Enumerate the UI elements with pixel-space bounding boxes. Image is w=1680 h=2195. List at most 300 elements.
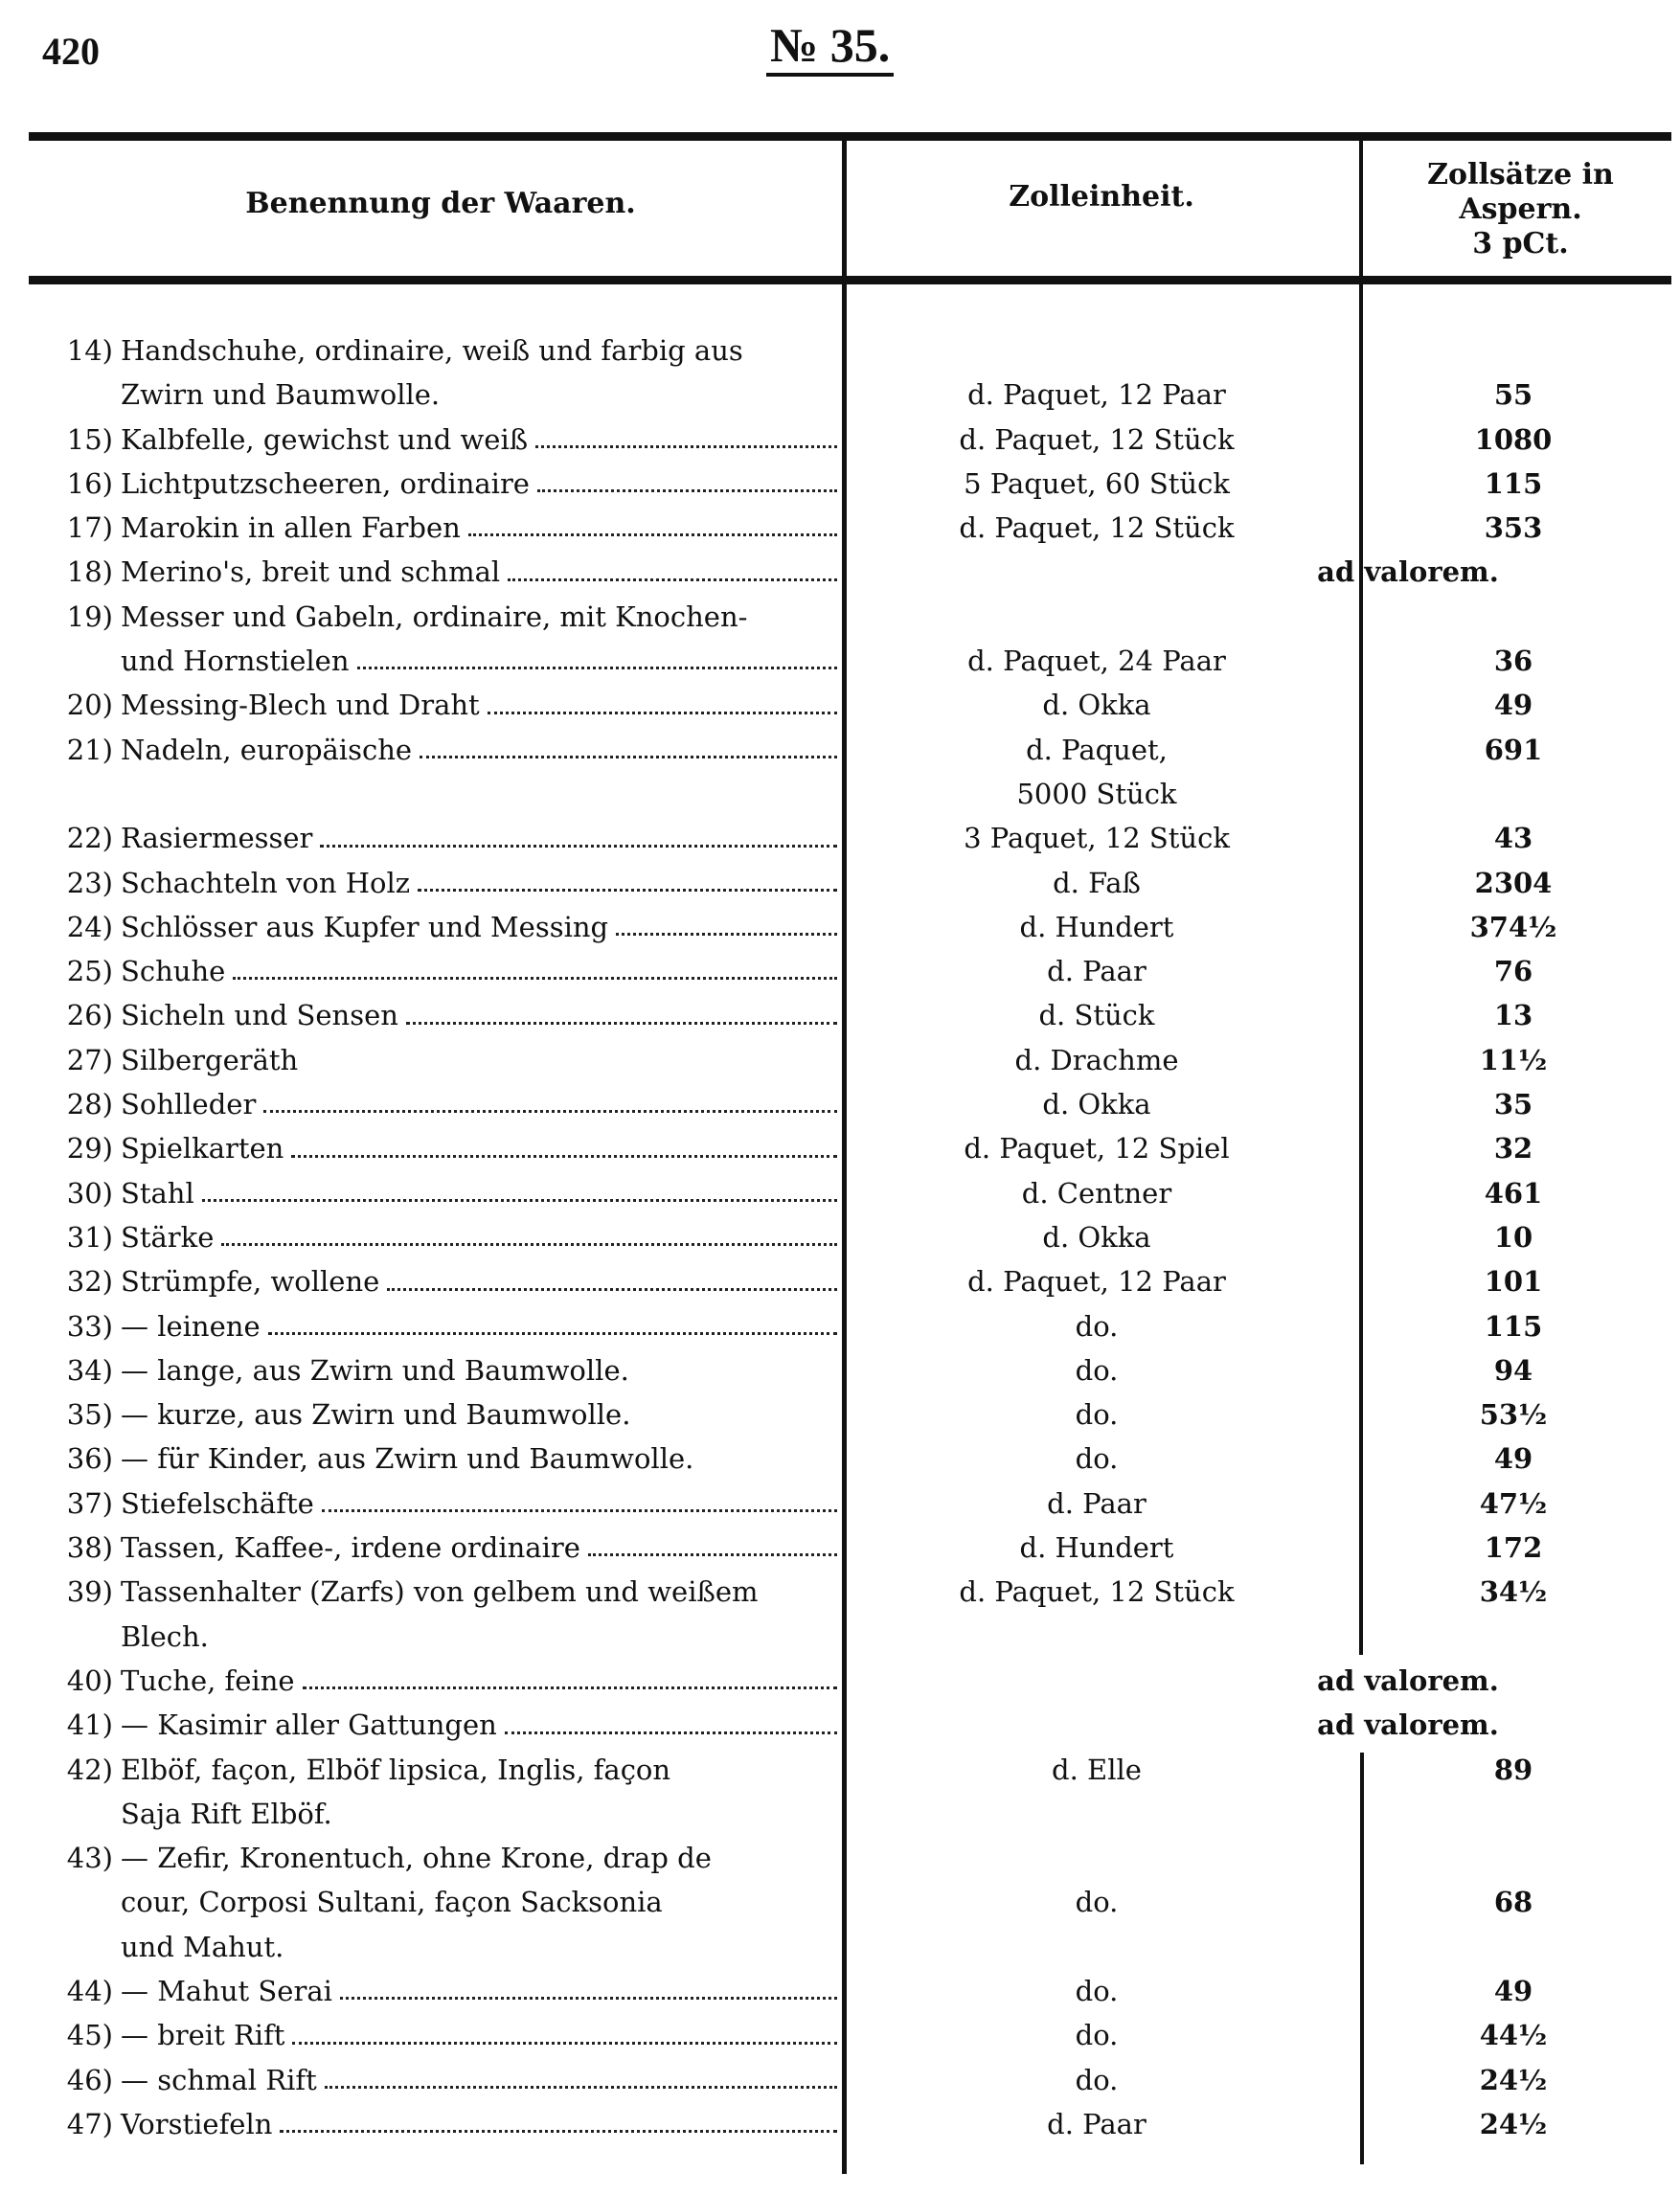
unit-cell: [843, 506, 1351, 550]
unit-cell: [843, 1038, 1351, 1082]
item-name-text: Schlösser aus Kupfer und Messing: [121, 910, 609, 943]
rate-cell: [1351, 1259, 1657, 1303]
rate-line: 44½: [1479, 2019, 1548, 2052]
item-name-text: Saja Rift Elböf.: [121, 1797, 332, 1830]
table-row: [29, 905, 1676, 949]
dotted-leader: [406, 1022, 837, 1025]
unit-line: d. Paquet, 24 Paar: [967, 645, 1226, 678]
dotted-leader: [233, 977, 837, 980]
item-name-cell: [29, 1570, 843, 1659]
item-number: 37): [66, 1486, 113, 1520]
rate-line: 47½: [1479, 1486, 1548, 1520]
item-name-text: Blech.: [121, 1619, 209, 1653]
item-name-cell: [29, 506, 843, 550]
item-name-text: Kalbfelle, gewichst und weiß: [121, 422, 529, 456]
item-name-line: [29, 418, 843, 462]
unit-line: d. Hundert: [1019, 910, 1174, 943]
item-name-text: — lange, aus Zwirn und Baumwolle.: [121, 1353, 629, 1387]
unit-line: [843, 1836, 1351, 1880]
item-name-line: [29, 1171, 843, 1215]
rate-line: 68: [1493, 1886, 1533, 1919]
unit-line: do.: [1075, 1309, 1119, 1343]
dotted-leader: [291, 1155, 837, 1158]
unit-cell: [843, 418, 1351, 462]
table-row: [29, 1038, 1676, 1082]
table-row: [29, 993, 1676, 1037]
table-row: [29, 418, 1676, 462]
table-row: [29, 728, 1676, 817]
item-number: 21): [66, 733, 113, 766]
item-name-line: [29, 1925, 843, 1969]
unit-line: [843, 595, 1351, 639]
item-name-line: [29, 2013, 843, 2057]
rate-cell: [1351, 1126, 1657, 1170]
unit-cell: [843, 2058, 1351, 2102]
rate-cell: [1351, 905, 1657, 949]
dotted-leader: [616, 933, 837, 936]
item-name-cell: [29, 2013, 843, 2057]
item-name-line: [29, 373, 843, 417]
item-name-text: Tassenhalter (Zarfs) von gelbem und weißem: [121, 1575, 759, 1609]
item-name-cell: [29, 1259, 843, 1303]
rate-cell: [1351, 1304, 1657, 1348]
ad-valorem-label: ad valorem.: [1317, 1708, 1499, 1742]
item-name-line: [29, 1259, 843, 1303]
header-top-rule: [29, 132, 1671, 141]
item-name-line: [29, 595, 843, 639]
item-name-cell: [29, 949, 843, 993]
rate-line: 43: [1493, 822, 1533, 855]
item-name-text: — Mahut Serai: [121, 1974, 332, 2007]
unit-line: d. Paquet,: [1026, 733, 1168, 766]
item-number: 33): [66, 1309, 113, 1343]
item-name-text: Schuhe: [121, 955, 226, 988]
item-name-cell: [29, 1304, 843, 1348]
rate-line: 10: [1493, 1220, 1533, 1254]
item-name-line: [29, 2102, 843, 2146]
rate-line: 89: [1493, 1753, 1533, 1786]
unit-line: do.: [1075, 2019, 1119, 2052]
item-name-text: Strümpfe, wollene: [121, 1265, 380, 1299]
rate-line: 115: [1484, 1309, 1543, 1343]
unit-line: d. Okka: [1042, 1220, 1151, 1254]
dotted-leader: [340, 1997, 837, 2000]
rate-line: [1370, 1792, 1657, 1836]
table-row: [29, 1570, 1676, 1659]
rate-cell: [1351, 2058, 1657, 2102]
unit-cell: [843, 1215, 1351, 1259]
rate-cell: [1351, 728, 1657, 817]
item-name-cell: [29, 993, 843, 1037]
table-row: [29, 1348, 1676, 1392]
item-name-cell: [29, 683, 843, 727]
table-row: [29, 550, 1676, 594]
table-row: [29, 1482, 1676, 1526]
rate-line: 24½: [1479, 2107, 1548, 2140]
unit-cell: [843, 1259, 1351, 1303]
item-name-cell: [29, 1526, 843, 1570]
item-name-text: Zwirn und Baumwolle.: [121, 378, 441, 412]
rate-line: 172: [1484, 1531, 1543, 1565]
rate-line: [1370, 595, 1657, 639]
item-name-text: Lichtputzscheeren, ordinaire: [121, 466, 530, 500]
item-name-text: Vorstiefeln: [121, 2107, 273, 2140]
item-name-text: [29, 772, 121, 816]
item-name-text: Tassen, Kaffee-, irdene ordinaire: [121, 1531, 580, 1565]
table-row: [29, 1659, 1676, 1703]
item-name-cell: [29, 1437, 843, 1481]
item-name-line: [29, 1526, 843, 1570]
item-name-line: [29, 1792, 843, 1836]
rate-cell: [1351, 1437, 1657, 1481]
item-number: 42): [66, 1753, 113, 1786]
table-row: [29, 595, 1676, 684]
rate-line: 49: [1493, 689, 1533, 722]
item-name-cell: [29, 550, 843, 594]
item-number: 16): [66, 466, 113, 500]
table-row: [29, 816, 1676, 860]
rate-cell: [1351, 861, 1657, 905]
rate-line: 374½: [1469, 910, 1557, 943]
page-number: 420: [42, 30, 100, 73]
dotted-leader: [263, 1110, 837, 1113]
item-name-text: Tuche, feine: [121, 1663, 295, 1697]
item-name-cell: [29, 816, 843, 860]
item-name-text: Sicheln und Sensen: [121, 999, 398, 1032]
unit-cell: [843, 328, 1351, 418]
table-row: [29, 1437, 1676, 1481]
header-bottom-rule: [29, 276, 1671, 284]
dotted-leader: [325, 2086, 837, 2089]
unit-cell: [843, 1526, 1351, 1570]
item-name-line: [29, 1126, 843, 1170]
rate-line: [1370, 328, 1657, 373]
dotted-leader: [505, 1731, 837, 1734]
unit-cell: [843, 1126, 1351, 1170]
rate-cell: [1351, 1570, 1657, 1659]
unit-cell: [843, 905, 1351, 949]
item-name-cell: [29, 1836, 843, 1969]
item-name-text: Elböf, façon, Elböf lipsica, Inglis, façon: [121, 1753, 671, 1786]
dotted-leader: [588, 1553, 837, 1556]
item-name-line: [29, 1304, 843, 1348]
rate-line: 49: [1493, 1442, 1533, 1476]
item-name-cell: [29, 2102, 843, 2146]
item-number: 41): [66, 1708, 113, 1742]
item-name-cell: [29, 1659, 843, 1703]
table-row: [29, 1126, 1676, 1170]
item-name-text: Messing-Blech und Draht: [121, 689, 480, 722]
item-name-line: [29, 550, 843, 594]
item-name-text: Stiefelschäfte: [121, 1486, 314, 1520]
item-name-line: [29, 506, 843, 550]
item-number: 30): [66, 1176, 113, 1210]
item-name-text: — schmal Rift: [121, 2063, 317, 2096]
unit-line: d. Paar: [1047, 955, 1146, 988]
item-name-line: [29, 639, 843, 683]
rate-line: 24½: [1479, 2063, 1548, 2096]
dotted-leader: [488, 712, 837, 714]
item-name-text: und Mahut.: [121, 1930, 284, 1963]
unit-cell: [843, 1570, 1351, 1659]
table-row: [29, 1836, 1676, 1969]
item-name-cell: [29, 905, 843, 949]
item-name-line: [29, 905, 843, 949]
dotted-leader: [537, 489, 837, 492]
rate-cell: [1351, 1526, 1657, 1570]
column-header-unit: Zolleinheit.: [1009, 180, 1194, 214]
item-name-line: [29, 1392, 843, 1437]
item-number: 40): [66, 1663, 113, 1697]
item-name-line: [29, 462, 843, 506]
unit-line: d. Paquet, 12 Spiel: [964, 1132, 1230, 1165]
unit-line: d. Paquet, 12 Paar: [967, 378, 1226, 412]
item-name-line: [29, 2058, 843, 2102]
table-row: [29, 861, 1676, 905]
unit-cell: [843, 816, 1351, 860]
item-name-cell: [29, 1703, 843, 1747]
rate-line: [1370, 772, 1657, 816]
unit-line: d. Paquet, 12 Stück: [959, 422, 1235, 456]
item-name-text: Schachteln von Holz: [121, 866, 411, 899]
rate-cell: [1351, 1748, 1657, 1837]
rate-cell: [1351, 1836, 1657, 1969]
table-row: [29, 683, 1676, 727]
item-number: 26): [66, 999, 113, 1032]
dotted-leader: [387, 1288, 837, 1291]
item-name-line: [29, 1836, 843, 1880]
item-name-cell: [29, 1038, 843, 1082]
unit-line: d. Okka: [1042, 689, 1151, 722]
unit-line: d. Paquet, 12 Stück: [959, 1575, 1235, 1609]
dotted-leader: [468, 533, 837, 536]
rate-cell: [1351, 2102, 1657, 2146]
item-name-line: [29, 772, 843, 816]
rate-cell: [1351, 418, 1657, 462]
unit-cell: [843, 1304, 1351, 1348]
rate-line: [1370, 1615, 1657, 1659]
item-name-text: cour, Corposi Sultani, façon Sacksonia: [121, 1886, 663, 1919]
unit-line: do.: [1075, 2063, 1119, 2096]
item-number: 39): [66, 1575, 113, 1609]
item-name-cell: [29, 728, 843, 817]
unit-cell: [843, 1392, 1351, 1437]
table-row: [29, 2058, 1676, 2102]
item-name-cell: [29, 1969, 843, 2013]
dotted-leader: [221, 1243, 837, 1246]
rate-line: [1370, 1836, 1657, 1880]
item-number: 20): [66, 689, 113, 722]
table-row: [29, 1526, 1676, 1570]
unit-cell: [843, 1437, 1351, 1481]
unit-line: d. Elle: [1052, 1753, 1142, 1786]
item-name-line: [29, 1437, 843, 1481]
unit-line: 5000 Stück: [1016, 777, 1177, 810]
item-number: 24): [66, 910, 113, 943]
table-row: [29, 2102, 1676, 2146]
item-name-line: [29, 1748, 843, 1792]
unit-line: [843, 1615, 1351, 1659]
unit-cell: [843, 2013, 1351, 2057]
item-name-line: [29, 1482, 843, 1526]
item-number: 23): [66, 866, 113, 899]
unit-line: d. Centner: [1021, 1176, 1172, 1210]
item-name-text: — breit Rift: [121, 2019, 285, 2052]
rate-cell: [1351, 683, 1657, 727]
rate-cell: [1351, 816, 1657, 860]
table-row: [29, 1748, 1676, 1837]
dotted-leader: [357, 667, 837, 669]
rate-line: 353: [1484, 511, 1543, 545]
item-name-text: Sohlleder: [121, 1088, 257, 1121]
item-name-text: — Zefir, Kronentuch, ohne Krone, drap de: [121, 1842, 712, 1875]
rate-cell: [1351, 993, 1657, 1037]
rate-line: 11½: [1479, 1043, 1548, 1076]
table-row: [29, 462, 1676, 506]
item-name-text: — leinene: [121, 1309, 261, 1343]
unit-line: 5 Paquet, 60 Stück: [964, 466, 1230, 500]
unit-line: do.: [1075, 1886, 1119, 1919]
dotted-leader: [280, 2130, 837, 2133]
item-name-line: [29, 1880, 843, 1924]
item-name-cell: [29, 1126, 843, 1170]
unit-line: d. Paar: [1047, 1486, 1146, 1520]
item-number: 14): [66, 334, 113, 367]
item-name-line: [29, 1659, 843, 1703]
rate-cell: [1351, 595, 1657, 684]
rate-line: 1080: [1474, 422, 1553, 456]
unit-cell: [843, 595, 1351, 684]
rate-line: 49: [1493, 1974, 1533, 2007]
item-name-cell: [29, 1482, 843, 1526]
item-name-line: [29, 1038, 843, 1082]
table-row: [29, 506, 1676, 550]
item-name-cell: [29, 1748, 843, 1837]
item-number: 15): [66, 422, 113, 456]
item-name-text: Stahl: [121, 1176, 194, 1210]
unit-line: d. Hundert: [1019, 1531, 1174, 1565]
table-row: [29, 1082, 1676, 1126]
dotted-leader: [292, 2042, 837, 2045]
item-number: 47): [66, 2107, 113, 2140]
unit-cell: [843, 728, 1351, 817]
item-number: 32): [66, 1265, 113, 1299]
unit-line: d. Stück: [1038, 999, 1155, 1032]
rate-line: [1370, 1925, 1657, 1969]
table-row: [29, 1215, 1676, 1259]
unit-cell: [843, 949, 1351, 993]
rate-cell: [1351, 1038, 1657, 1082]
item-name-cell: [29, 1215, 843, 1259]
table-row: [29, 1259, 1676, 1303]
rate-cell: [1351, 2013, 1657, 2057]
table-row: [29, 328, 1676, 418]
item-name-cell: [29, 418, 843, 462]
item-number: 19): [66, 600, 113, 633]
dotted-leader: [420, 756, 837, 758]
table-row: [29, 2013, 1676, 2057]
item-number: 28): [66, 1088, 113, 1121]
unit-line: d. Drachme: [1014, 1043, 1179, 1076]
item-number: 17): [66, 511, 113, 545]
item-name-text: — kurze, aus Zwirn und Baumwolle.: [121, 1398, 631, 1432]
item-name-text: Spielkarten: [121, 1132, 284, 1165]
unit-line: d. Paquet, 12 Paar: [967, 1265, 1226, 1299]
rate-line: 34½: [1479, 1575, 1548, 1609]
item-name-text: — für Kinder, aus Zwirn und Baumwolle.: [121, 1442, 694, 1476]
item-name-line: [29, 1570, 843, 1614]
unit-line: [843, 1792, 1351, 1836]
item-name-text: und Hornstielen: [121, 645, 350, 678]
item-name-line: [29, 816, 843, 860]
rate-line: 115: [1484, 466, 1543, 500]
rate-cell: [1351, 1392, 1657, 1437]
column-header-rate-line1: Zollsätze in Aspern.: [1427, 158, 1614, 226]
item-number: 35): [66, 1398, 113, 1432]
table-row: [29, 949, 1676, 993]
dotted-leader: [418, 889, 837, 892]
rate-line: 76: [1493, 955, 1533, 988]
unit-cell: [843, 1082, 1351, 1126]
unit-line: d. Paar: [1047, 2107, 1146, 2140]
unit-line: do.: [1075, 1398, 1119, 1432]
rate-line: 35: [1493, 1088, 1533, 1121]
item-number: 46): [66, 2063, 113, 2096]
ad-valorem-label: ad valorem.: [1317, 555, 1499, 589]
table-row: [29, 1171, 1676, 1215]
column-header-name: Benennung der Waaren.: [245, 187, 636, 220]
item-number: 38): [66, 1531, 113, 1565]
unit-cell: [843, 861, 1351, 905]
dotted-leader: [535, 445, 837, 448]
item-number: 18): [66, 555, 113, 589]
item-number: 45): [66, 2019, 113, 2052]
table-row: [29, 1392, 1676, 1437]
rate-cell: [1351, 1215, 1657, 1259]
rate-line: 461: [1484, 1176, 1543, 1210]
item-name-text: Messer und Gabeln, ordinaire, mit Knochen-: [121, 600, 748, 633]
ad-valorem-label: ad valorem.: [1317, 1663, 1499, 1697]
item-number: 36): [66, 1442, 113, 1476]
item-name-cell: [29, 1348, 843, 1392]
unit-cell: [843, 1348, 1351, 1392]
unit-line: do.: [1075, 1353, 1119, 1387]
item-name-line: [29, 1082, 843, 1126]
table-row: [29, 1969, 1676, 2013]
item-name-text: Rasiermesser: [121, 822, 313, 855]
item-name-line: [29, 993, 843, 1037]
item-number: 22): [66, 822, 113, 855]
rate-line: 55: [1493, 378, 1533, 412]
item-name-cell: [29, 1392, 843, 1437]
dotted-leader: [303, 1686, 837, 1689]
dotted-leader: [268, 1332, 837, 1335]
item-number: 31): [66, 1220, 113, 1254]
unit-cell: [843, 2102, 1351, 2146]
item-name-cell: [29, 328, 843, 418]
item-name-cell: [29, 462, 843, 506]
item-name-line: [29, 1615, 843, 1659]
dotted-leader: [322, 1509, 837, 1512]
rate-line: 13: [1493, 999, 1533, 1032]
item-name-text: Stärke: [121, 1220, 215, 1254]
item-name-text: Nadeln, europäische: [121, 733, 413, 766]
item-name-cell: [29, 2058, 843, 2102]
item-number: 34): [66, 1353, 113, 1387]
rate-line: 94: [1493, 1353, 1533, 1387]
rate-line: 2304: [1474, 866, 1553, 899]
unit-cell: [843, 1482, 1351, 1526]
